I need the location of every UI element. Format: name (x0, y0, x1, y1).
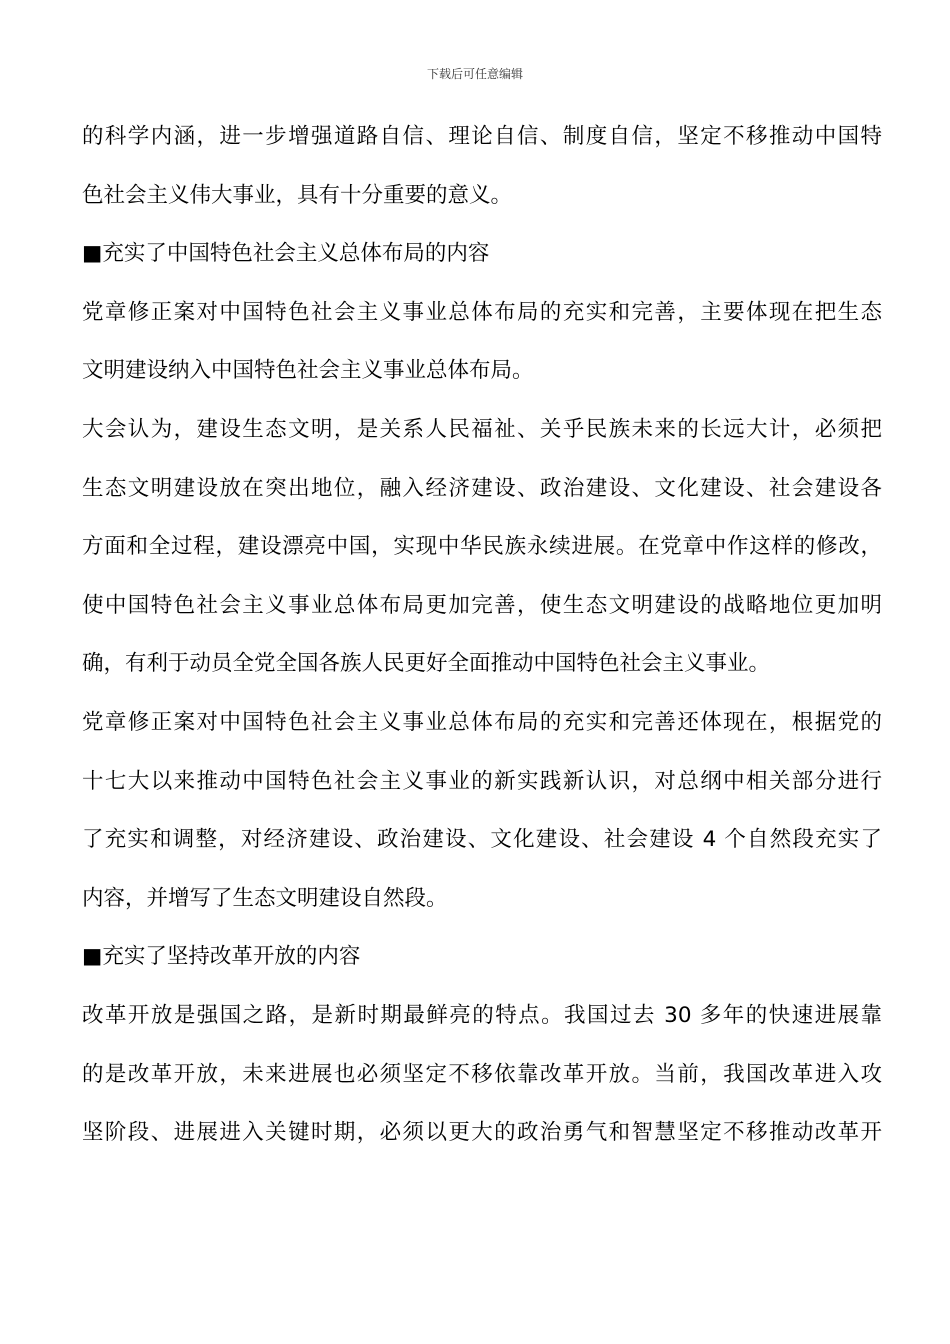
text-line: 了充实和调整，对经济建设、政治建设、文化建设、社会建设 4 个自然段充实了 (82, 827, 882, 853)
text-line: 十七大以来推动中国特色社会主义事业的新实践新认识，对总纲中相关部分进行 (82, 768, 882, 794)
page-header: 下载后可任意编辑 (426, 67, 523, 81)
text-line: 的是改革开放，未来进展也必须坚定不移依靠改革开放。当前，我国改革进入攻 (82, 1061, 882, 1087)
text-line: 方面和全过程，建设漂亮中国，实现中华民族永续进展。在党章中作这样的修改， (82, 534, 882, 560)
text-line: 内容，并增写了生态文明建设自然段。 (82, 885, 448, 911)
document-body (82, 108, 882, 1163)
text-line: 坚阶段、进展进入关键时期，必须以更大的政治勇气和智慧坚定不移推动改革开 (82, 1120, 882, 1146)
text-line: 确，有利于动员全党全国各族人民更好全面推动中国特色社会主义事业。 (82, 651, 771, 677)
text-line: 改革开放是强国之路，是新时期最鲜亮的特点。我国过去 30 多年的快速进展靠 (82, 1002, 882, 1028)
text-line: 生态文明建设放在突出地位，融入经济建设、政治建设、文化建设、社会建设各 (82, 475, 882, 501)
text-line: 党章修正案对中国特色社会主义事业总体布局的充实和完善，主要体现在把生态 (82, 299, 882, 325)
section-heading: ■充实了中国特色社会主义总体布局的内容 (82, 241, 490, 267)
section-heading: ■充实了坚持改革开放的内容 (82, 944, 361, 970)
text-line: 色社会主义伟大事业，具有十分重要的意义。 (82, 182, 513, 208)
text-line: 使中国特色社会主义事业总体布局更加完善，使生态文明建设的战略地位更加明 (82, 592, 882, 618)
text-line: 的科学内涵，进一步增强道路自信、理论自信、制度自信，坚定不移推动中国特 (82, 124, 882, 149)
text-line: 党章修正案对中国特色社会主义事业总体布局的充实和完善还体现在，根据党的 (82, 709, 882, 735)
text-line: 文明建设纳入中国特色社会主义事业总体布局。 (82, 358, 534, 384)
text-line: 大会认为，建设生态文明，是关系人民福祉、关乎民族未来的长远大计，必须把 (82, 416, 882, 442)
